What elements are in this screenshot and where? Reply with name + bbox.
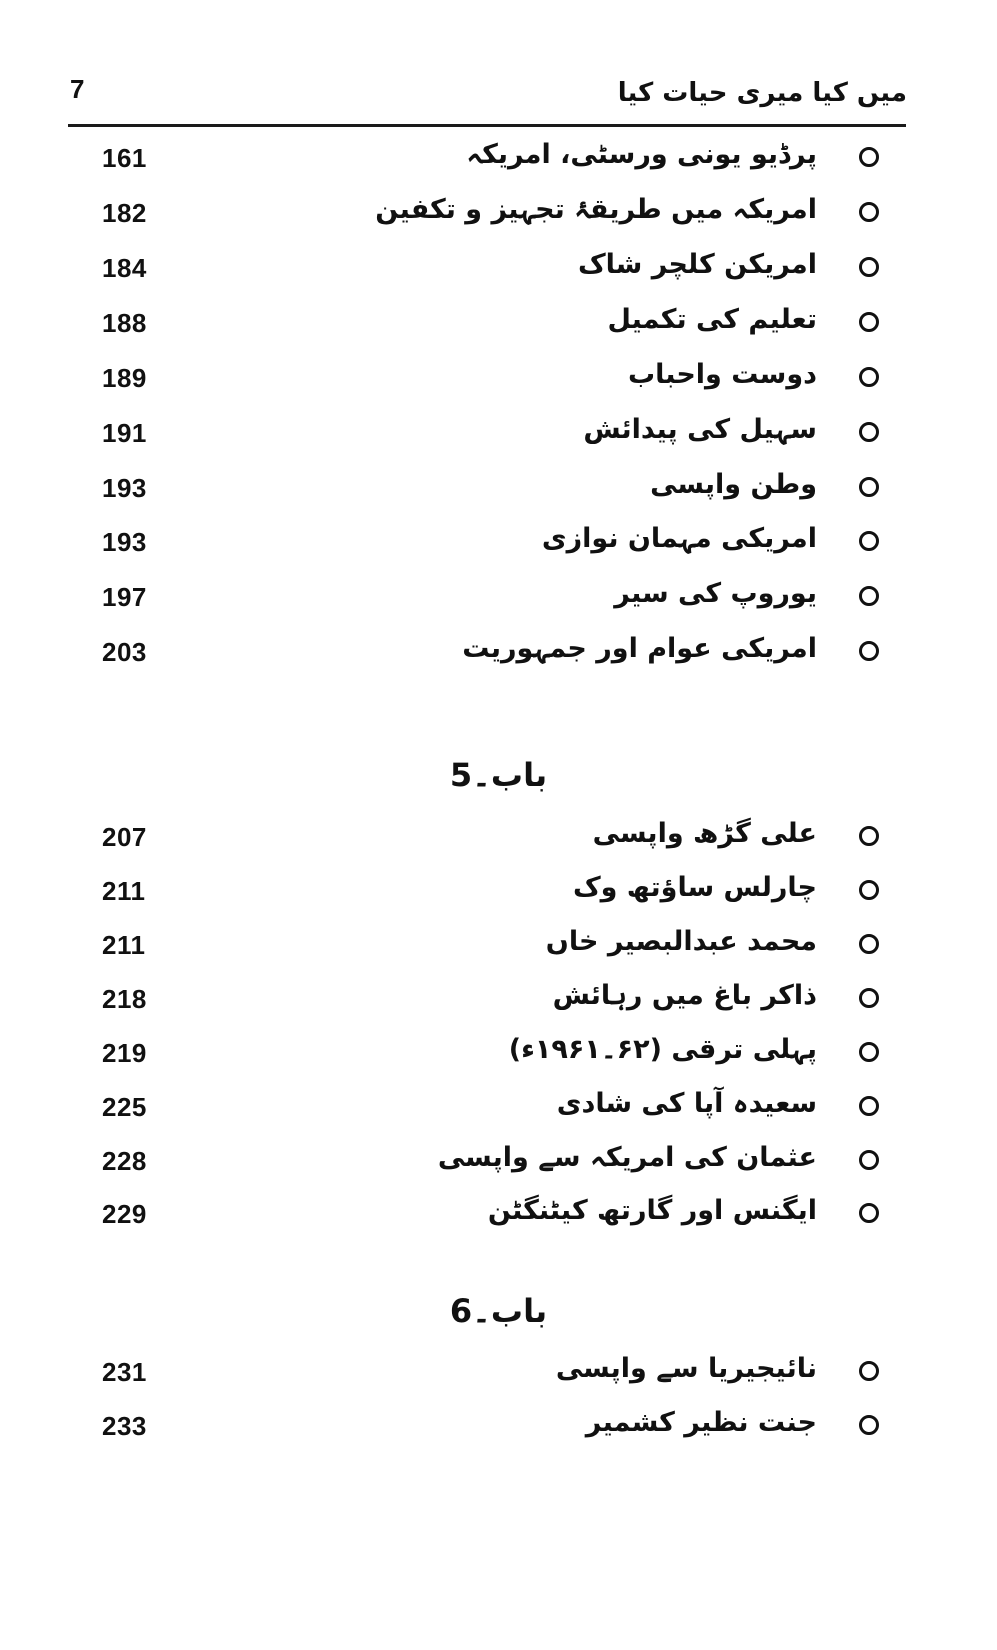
entry-page-number: 182 [102,198,147,228]
entry-page-number: 231 [102,1357,147,1387]
toc-entry [0,1189,997,1239]
bullet-circle-icon [859,1415,879,1435]
entry-page-number: 207 [102,822,147,852]
bullet-circle-icon [859,1096,879,1116]
entry-page-number: 189 [102,363,147,393]
entry-title: نائیجیریا سے واپسی [555,1353,817,1384]
toc-entry [0,463,997,513]
header-rule [68,124,906,127]
entry-title: امریکی مہمان نوازی [541,523,817,554]
entry-page-number: 225 [102,1092,147,1122]
toc-entry [0,408,997,458]
bullet-circle-icon [859,1361,879,1381]
bullet-circle-icon [859,202,879,222]
toc-entry [0,1401,997,1451]
entry-page-number: 197 [102,582,147,612]
bullet-circle-icon [859,531,879,551]
entry-page-number: 229 [102,1199,147,1229]
entry-title: تعلیم کی تکمیل [607,304,817,335]
running-head: میں کیا میری حیات کیا [617,78,907,108]
entry-page-number: 228 [102,1146,147,1176]
entry-title: علی گڑھ واپسی [592,818,817,849]
toc-entry [0,243,997,293]
entry-title: یوروپ کی سیر [614,578,817,609]
entry-title: امریکہ میں طریقۂ تجہیز و تکفین [375,194,817,225]
entry-page-number: 211 [102,876,146,906]
bullet-circle-icon [859,257,879,277]
entry-page-number: 193 [102,473,147,503]
bullet-circle-icon [859,988,879,1008]
entry-title: امریکن کلچر شاک [577,249,817,280]
entry-page-number: 211 [102,930,146,960]
bullet-circle-icon [859,934,879,954]
bullet-circle-icon [859,422,879,442]
entry-title: سہیل کی پیدائش [583,414,817,445]
entry-page-number: 191 [102,418,147,448]
entry-title: پہلی ترقی (۶۲۔۱۹۶۱ء) [508,1034,817,1065]
entry-page-number: 233 [102,1411,147,1441]
entry-page-number: 218 [102,984,147,1014]
page-number: 7 [70,74,85,104]
toc-entry [0,298,997,348]
chapter-heading: باب۔5 [449,756,548,794]
entry-page-number: 203 [102,637,147,667]
entry-title: دوست واحباب [628,359,817,390]
entry-title: جنت نظیر کشمیر [585,1407,817,1438]
chapter-heading: باب۔6 [449,1292,548,1330]
toc-entry [0,1347,997,1397]
toc-entry [0,353,997,403]
toc-entry [0,866,997,916]
bullet-circle-icon [859,477,879,497]
bullet-circle-icon [859,826,879,846]
bullet-circle-icon [859,147,879,167]
bullet-circle-icon [859,312,879,332]
bullet-circle-icon [859,1203,879,1223]
entry-title: وطن واپسی [650,469,817,500]
toc-entry [0,1082,997,1132]
entry-page-number: 219 [102,1038,147,1068]
entry-title: پرڈیو یونی ورسٹی، امریکہ [466,139,817,170]
toc-entry [0,920,997,970]
entry-page-number: 184 [102,253,147,283]
bullet-circle-icon [859,1150,879,1170]
toc-entry [0,1028,997,1078]
entry-title: عثمان کی امریکہ سے واپسی [437,1142,817,1173]
toc-entry [0,517,997,567]
entry-title: سعیدہ آپا کی شادی [556,1088,817,1119]
entry-title: ذاکر باغ میں رہائش [552,980,817,1011]
toc-entry [0,812,997,862]
bullet-circle-icon [859,880,879,900]
bullet-circle-icon [859,641,879,661]
bullet-circle-icon [859,586,879,606]
toc-entry [0,572,997,622]
entry-title: امریکی عوام اور جمہوریت [462,633,817,664]
bullet-circle-icon [859,1042,879,1062]
entry-page-number: 188 [102,308,147,338]
bullet-circle-icon [859,367,879,387]
toc-entry [0,188,997,238]
toc-entry [0,974,997,1024]
toc-entry [0,133,997,183]
entry-page-number: 161 [102,143,147,173]
entry-title: ایگنس اور گارتھ کیٹنگٹن [487,1195,817,1226]
entry-page-number: 193 [102,527,147,557]
entry-title: چارلس ساؤتھ وک [572,872,817,903]
toc-entry [0,627,997,677]
entry-title: محمد عبدالبصیر خاں [545,926,817,957]
toc-entry [0,1136,997,1186]
